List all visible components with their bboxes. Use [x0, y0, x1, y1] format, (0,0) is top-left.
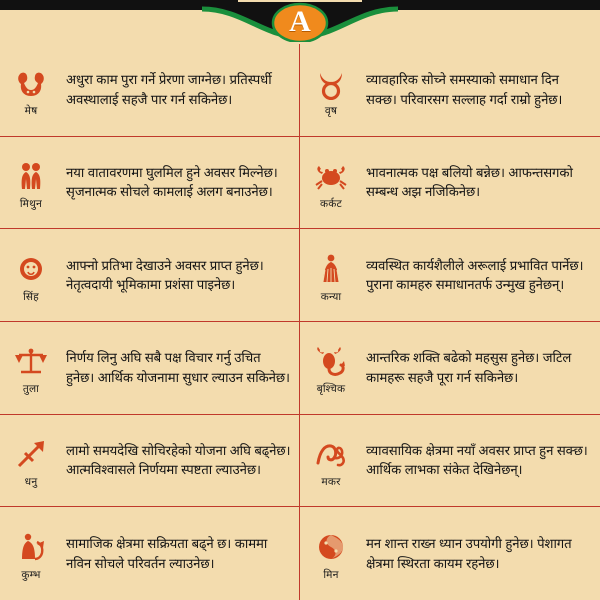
sign-name: मेष — [24, 105, 38, 118]
horoscope-text: निर्णय लिनु अघि सबै पक्ष विचार गर्नु उचित हुनेछ। आर्थिक योजनामा सुधार ल्याउन सकिनेछ। — [66, 350, 290, 385]
page-header — [0, 0, 600, 44]
horoscope-text: अधुरा काम पुरा गर्ने प्रेरणा जाग्नेछ। प्रतिस्पर्धी अवस्थालाई सहजै पार गर्न सकिनेछ। — [66, 72, 272, 107]
sign-block — [300, 324, 362, 412]
zodiac-cell-leo — [0, 229, 300, 322]
zodiac-cell-gemini — [0, 137, 300, 230]
zodiac-cell-capricorn — [300, 415, 600, 508]
sign-block — [300, 139, 362, 227]
zodiac-cell-sagittarius — [0, 415, 300, 508]
sign-block — [0, 509, 62, 598]
annapurna-logo — [278, 2, 322, 42]
pisces-fish-icon — [311, 527, 351, 567]
horoscope-text-block — [362, 509, 598, 598]
horoscope-text: मन शान्त राख्न ध्यान उपयोगी हुनेछ। पेशागत क्षेत्रमा स्थिरता कायम रहनेछ। — [366, 536, 572, 571]
sign-block — [0, 139, 62, 227]
horoscope-text: व्यावसायिक क्षेत्रमा नयाँ अवसर प्राप्त हुन सक्छ। आर्थिक लाभका संकेत देखिनेछन्। — [366, 442, 588, 478]
horoscope-text-block — [62, 324, 297, 412]
libra-scales-icon — [11, 341, 51, 381]
horoscope-text-block — [62, 46, 297, 134]
zodiac-cell-scorpio — [300, 322, 600, 415]
sign-block — [300, 509, 362, 598]
horoscope-text: भावनात्मक पक्ष बलियो बन्नेछ। आफन्तसगको सम्बन्ध अझ नजिकिनेछ। — [366, 164, 573, 200]
sign-name: सिंह — [23, 290, 39, 303]
logo-letter: A — [289, 5, 311, 38]
sign-name: मिथुन — [19, 197, 43, 210]
horoscope-text-block — [362, 231, 598, 319]
sign-name: धनु — [24, 475, 38, 488]
sign-name: कर्कट — [319, 197, 343, 210]
horoscope-text: नया वातावरणमा घुलमिल हुने अवसर मिल्नेछ। सृजनात्मक सोचले कामलाई अलग बनाउनेछ। — [66, 164, 278, 200]
sign-block — [300, 231, 362, 319]
sign-block — [0, 324, 62, 412]
scorpio-scorpion-icon — [311, 341, 351, 381]
horoscope-text-block — [362, 139, 598, 227]
zodiac-cell-pisces — [300, 507, 600, 600]
sign-name: वृष — [324, 105, 338, 118]
aquarius-waterbearer-icon — [11, 527, 51, 567]
sign-name: मिन — [323, 569, 339, 582]
horoscope-text-block — [62, 231, 297, 319]
zodiac-cell-aries — [0, 44, 300, 137]
leo-lion-icon — [11, 249, 51, 289]
horoscope-text: व्यावहारिक सोच्ने समस्याको समाधान दिन सक्छ। परिवारसग सल्लाह गर्दा राम्रो हुनेछ। — [366, 72, 563, 107]
sign-name: तुला — [22, 383, 40, 396]
horoscope-text-block — [62, 139, 297, 227]
zodiac-cell-aquarius — [0, 507, 300, 600]
aries-ram-icon — [11, 63, 51, 103]
gemini-twins-icon — [11, 156, 51, 196]
horoscope-text: सामाजिक क्षेत्रमा सक्रियता बढ्ने छ। काममा नविन सोचले परिवर्तन ल्याउनेछ। — [66, 536, 268, 571]
zodiac-cell-cancer — [300, 137, 600, 230]
horoscope-text: लामो समयदेखि सोचिरहेको योजना अघि बढ्नेछ। आत्मविश्वासले निर्णयमा स्पष्टता ल्याउनेछ। — [66, 442, 291, 478]
sign-block — [0, 231, 62, 319]
horoscope-text-block — [362, 46, 598, 134]
horoscope-text-block — [362, 324, 598, 412]
zodiac-cell-libra — [0, 322, 300, 415]
horoscope-text-block — [62, 417, 297, 505]
horoscope-text: आफ्नो प्रतिभा देखाउने अवसर प्राप्त हुनेछ। नेतृत्वदायी भूमिकामा प्रशंसा पाइनेछ। — [66, 257, 264, 293]
zodiac-grid — [0, 44, 600, 600]
cancer-crab-icon — [311, 156, 351, 196]
sign-block — [0, 417, 62, 505]
sagittarius-archer-icon — [11, 434, 51, 474]
zodiac-cell-taurus — [300, 44, 600, 137]
sign-name: कुम्भ — [21, 569, 41, 582]
taurus-bull-icon — [311, 63, 351, 103]
virgo-maiden-icon — [311, 249, 351, 289]
horoscope-text: आन्तरिक शक्ति बढेको महसुस हुनेछ। जटिल कामहरू सहजै पूरा गर्न सकिनेछ। — [366, 350, 572, 385]
sign-block — [300, 417, 362, 505]
sign-block — [300, 46, 362, 134]
sign-name: मकर — [321, 475, 341, 488]
sign-name: बृश्चिक — [316, 383, 346, 396]
horoscope-text-block — [62, 509, 297, 598]
zodiac-cell-virgo — [300, 229, 600, 322]
horoscope-text: व्यवस्थित कार्यशैलीले अरूलाई प्रभावित पार्नेछ। पुराना कामहरु समाधानतर्फ उन्मुख हुनेछन्। — [366, 257, 584, 293]
sign-name: कन्या — [320, 290, 342, 303]
sign-block — [0, 46, 62, 134]
capricorn-goat-icon — [311, 434, 351, 474]
horoscope-text-block — [362, 417, 598, 505]
